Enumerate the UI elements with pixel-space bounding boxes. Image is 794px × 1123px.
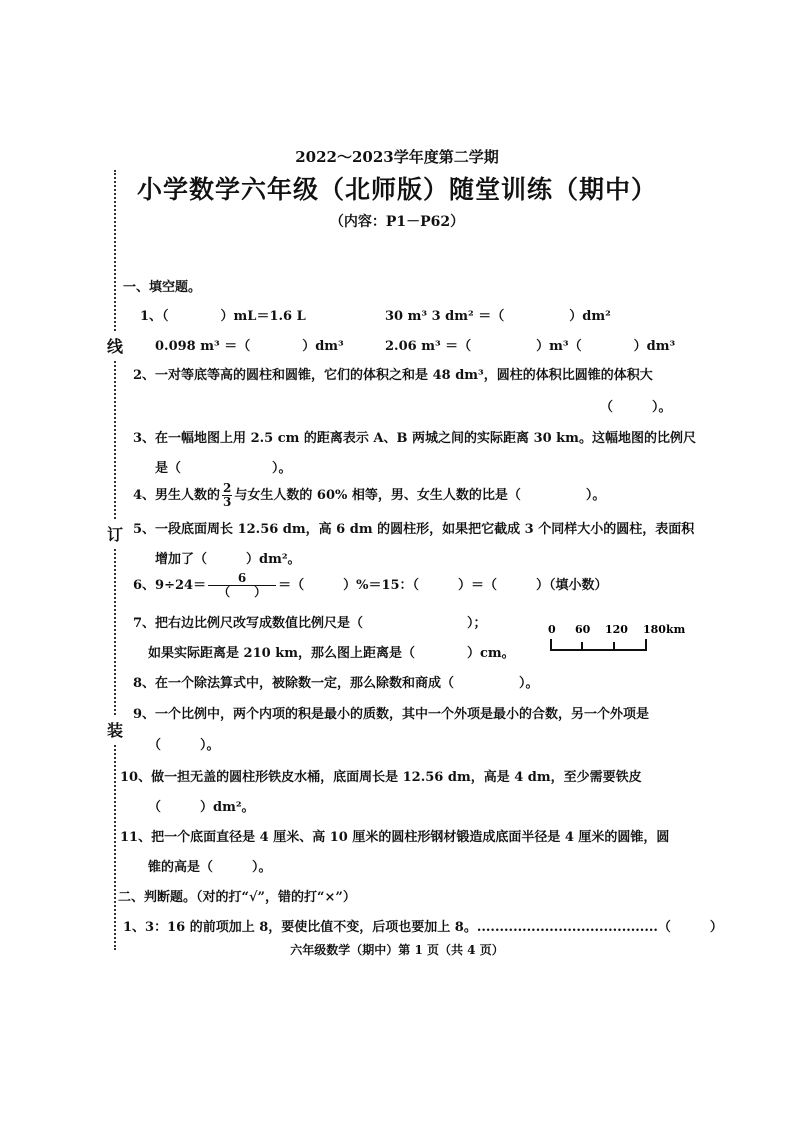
section-2-title: 二、判断题。（对的打“√”，错的打“×”） <box>118 890 356 905</box>
question-10-blank: （ ）dm²。 <box>148 800 255 815</box>
exam-title: 小学数学六年级（北师版）随堂训练（期中） <box>136 175 657 204</box>
scale-bar <box>546 622 686 656</box>
question-9-blank: （ ）。 <box>148 738 220 753</box>
question-1c: 0.098 m³ ＝（ ）dm³ <box>155 339 344 354</box>
scale-label-180km: 180km <box>643 623 686 636</box>
question-8: 8、在一个除法算式中，被除数一定，那么除数和商成（ ）。 <box>133 676 539 691</box>
question-5-text: 5、一段底面周长 12.56 dm，高 6 dm 的圆柱形，如果把它截成 3 个同样大小的圆柱，表面积 <box>133 522 695 537</box>
question-3-blank: 是（ ）。 <box>155 461 292 476</box>
question-2-blank: （ ）。 <box>600 400 672 415</box>
question-2-text: 2、一对等底等高的圆柱和圆锥，它们的体积之和是 48 dm³，圆柱的体积比圆锥的体积大 <box>133 368 653 383</box>
question-1d: 2.06 m³ ＝（ ）m³（ ）dm³ <box>385 339 676 354</box>
margin-label-zhuang: 装 <box>107 716 123 743</box>
page-footer: 六年级数学（期中）第 1 页（共 4 页） <box>290 943 504 957</box>
judge-1-dots: ........................................ <box>476 920 658 935</box>
question-1a: 1、（ ）mL＝1.6 L <box>140 309 306 324</box>
question-6 <box>133 572 608 599</box>
question-6-pre: 6、9÷24＝ <box>133 578 207 593</box>
scale-label-120: 120 <box>605 623 628 636</box>
judge-1-blank: （ ） <box>657 920 723 935</box>
scale-label-0: 0 <box>548 623 556 636</box>
section-1-title: 一、填空题。 <box>123 280 202 295</box>
fraction-denominator: （ ） <box>218 585 267 599</box>
question-9-text: 9、一个比例中，两个内项的积是最小的质数，其中一个外项是最小的合数，另一个外项是 <box>133 707 650 722</box>
question-7b: 如果实际距离是 210 km，那么图上距离是（ ）cm。 <box>148 646 515 661</box>
binding-dotted-line <box>114 170 116 950</box>
scale-label-60: 60 <box>575 623 591 636</box>
question-4-pre: 4、男生人数的 <box>133 488 221 503</box>
question-1b: 30 m³ 3 dm² ＝（ ）dm² <box>385 309 611 324</box>
judge-1-text: 1、3：16 的前项加上 8，要使比值不变，后项也要加上 8。 <box>123 920 477 935</box>
fraction-two-thirds <box>222 482 232 509</box>
school-year: 2022～2023学年度第二学期 <box>295 148 499 166</box>
question-5-blank: 增加了（ ）dm²。 <box>155 552 301 567</box>
fraction-denominator: 3 <box>223 495 232 509</box>
question-6-post: ＝（ ）%＝15：（ ）＝（ ）（填小数） <box>278 578 608 593</box>
margin-label-xian: 线 <box>107 332 123 359</box>
question-11-blank: 锥的高是（ ）。 <box>148 860 272 875</box>
question-4-post: 与女生人数的 60% 相等，男、女生人数的比是（ ）。 <box>234 488 606 503</box>
fraction-six-over-blank <box>208 572 276 599</box>
judge-1 <box>123 916 723 935</box>
fraction-numerator: 6 <box>208 572 276 586</box>
question-3-text: 3、在一幅地图上用 2.5 cm 的距离表示 A、B 两城之间的实际距离 30 km。这幅地图的比例尺 <box>133 431 696 446</box>
margin-label-ding: 订 <box>107 520 123 547</box>
fraction-numerator: 2 <box>223 481 232 495</box>
question-11-text: 11、把一个底面直径是 4 厘米、高 10 厘米的圆柱形钢材锻造成底面半径是 4 厘米的圆锥，圆 <box>120 830 670 845</box>
question-4 <box>133 482 605 509</box>
question-10-text: 10、做一担无盖的圆柱形铁皮水桶，底面周长是 12.56 dm，高是 4 dm，至少需要铁皮 <box>120 770 642 785</box>
question-7a: 7、把右边比例尺改写成数值比例尺是（ ）； <box>133 616 487 631</box>
exam-scope: （内容：P1－P62） <box>329 214 465 230</box>
